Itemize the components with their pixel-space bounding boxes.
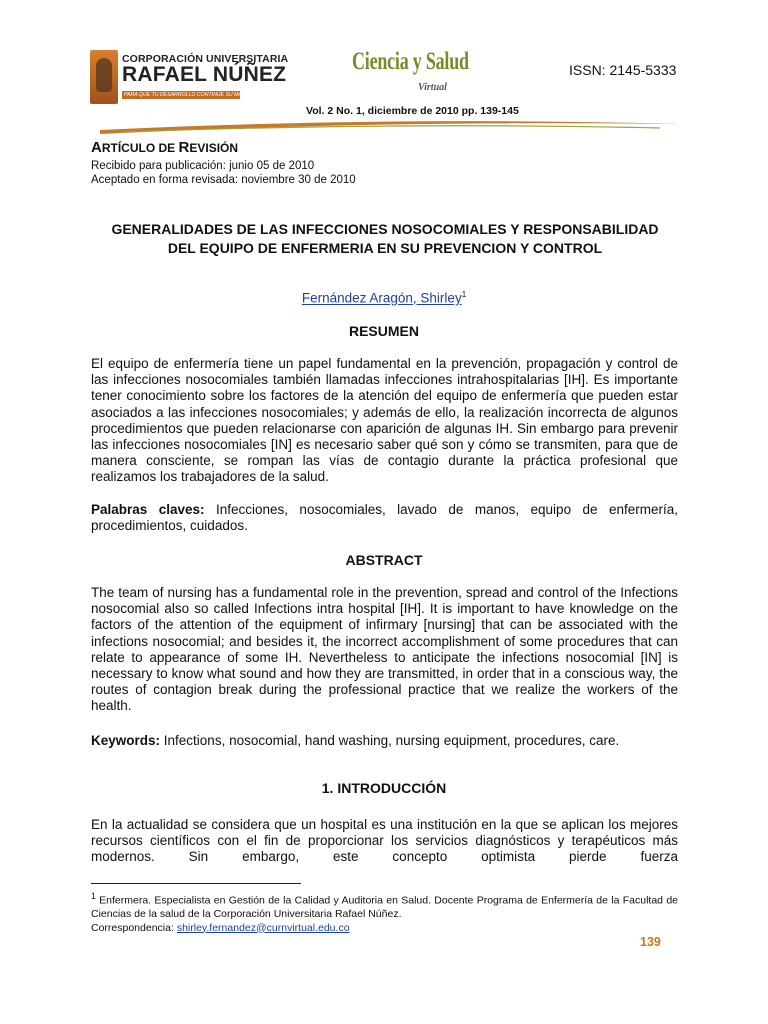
author-line: [0, 290, 768, 306]
logo-line2: RAFAEL NÚÑEZ: [122, 63, 287, 86]
resumen-heading: RESUMEN: [348, 323, 419, 339]
keywords-es-list: Infecciones, nosocomiales, lavado de manos, equipo de enfermería, procedimientos, cuidados.: [91, 502, 678, 534]
logo-portrait-icon: [90, 50, 118, 104]
received-date: Recibido para publicación: junio 05 de 2010: [91, 160, 315, 172]
keywords-en-list: Infections, nosocomial, hand washing, nursing equipment, procedures, care.: [160, 733, 620, 748]
article-title: GENERALIDADES DE LAS INFECCIONES NOSOCOMIALES Y RESPONSABILIDAD DEL EQUIPO DE ENFERMERIA EN SU PREVENCION Y CONTROL: [111, 221, 659, 256]
logo-tagline: PARA QUE TU DESARROLLO CONTINÚE SU MARCHA: [124, 92, 257, 98]
abstract-heading: ABSTRACT: [345, 552, 423, 568]
page-number: 139: [640, 935, 661, 949]
keywords-es-label: Palabras claves:: [91, 502, 205, 517]
resumen-paragraph: El equipo de enfermería tiene un papel fundamental en la prevención, propagación y control de las infecciones nosocomiales también llamadas infecciones intrahospitalarias [IH]. Es importante tener conocimiento sobre los factores de la atención del equipo de enfermería que pueden estar asociados a las infecciones nosocomiales; y además de ello, la realización incorrecta de algunos procedimientos que pueden relacionarse con aparición de algunas IH. Sin embargo para prevenir las infecciones nosocomiales [IN] es necesario saber qué son y cómo se transmiten, para que de manera consciente, se rompan las vías de contagio durante la práctica profesional que realizamos los trabajadores de la salud.: [91, 356, 678, 485]
author-footnote-marker: 1: [461, 290, 467, 299]
article-type-rest2: EVISIÓN: [189, 141, 239, 155]
introduccion-text: [91, 817, 678, 866]
footnote-divider: [91, 883, 301, 884]
article-type-a: A: [91, 139, 102, 156]
article-type-rest1: RTÍCULO DE: [101, 141, 179, 155]
article-type: [91, 139, 238, 156]
journal-subtitle: Virtual: [418, 82, 447, 93]
issn: ISSN: 2145-5333: [569, 62, 677, 78]
keywords-en-label: Keywords:: [91, 733, 161, 748]
university-logo: [90, 50, 289, 104]
article-type-r: R: [178, 139, 190, 156]
footnote: [91, 890, 678, 935]
abstract-text: [91, 585, 678, 715]
introduccion-heading: 1. INTRODUCCIÓN: [321, 780, 447, 796]
footnote-marker: 1: [91, 891, 96, 901]
author-link[interactable]: Fernández Aragón, Shirley: [301, 290, 462, 306]
introduccion-paragraph: En la actualidad se considera que un hospital es una institución en la que se aplican los mejores recursos científicos con el fin de proporcionar los servicios diagnósticos y terapéuticos más modernos. Sin embargo, este concepto optimista pierde fuerza: [91, 817, 678, 865]
abstract-paragraph: The team of nursing has a fundamental role in the prevention, spread and control of the Infections nosocomial also so called Infections intra hospital [IH]. It is important to have knowledge on the factors of the attention of the equipment of infirmary [nursing] that can be associated with the infections nosocomial; and besides it, the incorrect accomplishment of some procedures that can relate to appearance of some IH. Nevertheless to anticipate the infections nosocomial [IN] is necessary to know what sound and how they are transmitted, in order that in a conscious way, the routes of contagion break during the professional practice that we realize the workers of the health.: [91, 585, 678, 714]
footnote-text: Enfermera. Especialista en Gestión de la Calidad y Auditoria en Salud. Docente Programa de Enfermería de la Facultad de Ciencias de la salud de la Corporación Universitaria Rafael Núñez.: [91, 894, 678, 920]
keywords-en: [91, 733, 678, 749]
volume-info: Vol. 2 No. 1, diciembre de 2010 pp. 139-145: [306, 105, 519, 117]
header-swoosh-decoration: [100, 114, 680, 136]
swoosh-orange: [100, 121, 680, 134]
footnote-email-link[interactable]: shirley.fernandez@curnvirtual.edu.co: [176, 921, 350, 934]
logo-line1: CORPORACIÓN UNIVERSITARIA: [122, 53, 289, 65]
journal-title: Ciencia y Salud: [352, 48, 469, 75]
accepted-date: Aceptado en forma revisada: noviembre 30 de 2010: [91, 174, 356, 186]
footnote-contact-label: Correspondencia:: [91, 921, 177, 934]
resumen-text: [91, 356, 678, 486]
keywords-es: [91, 502, 678, 534]
